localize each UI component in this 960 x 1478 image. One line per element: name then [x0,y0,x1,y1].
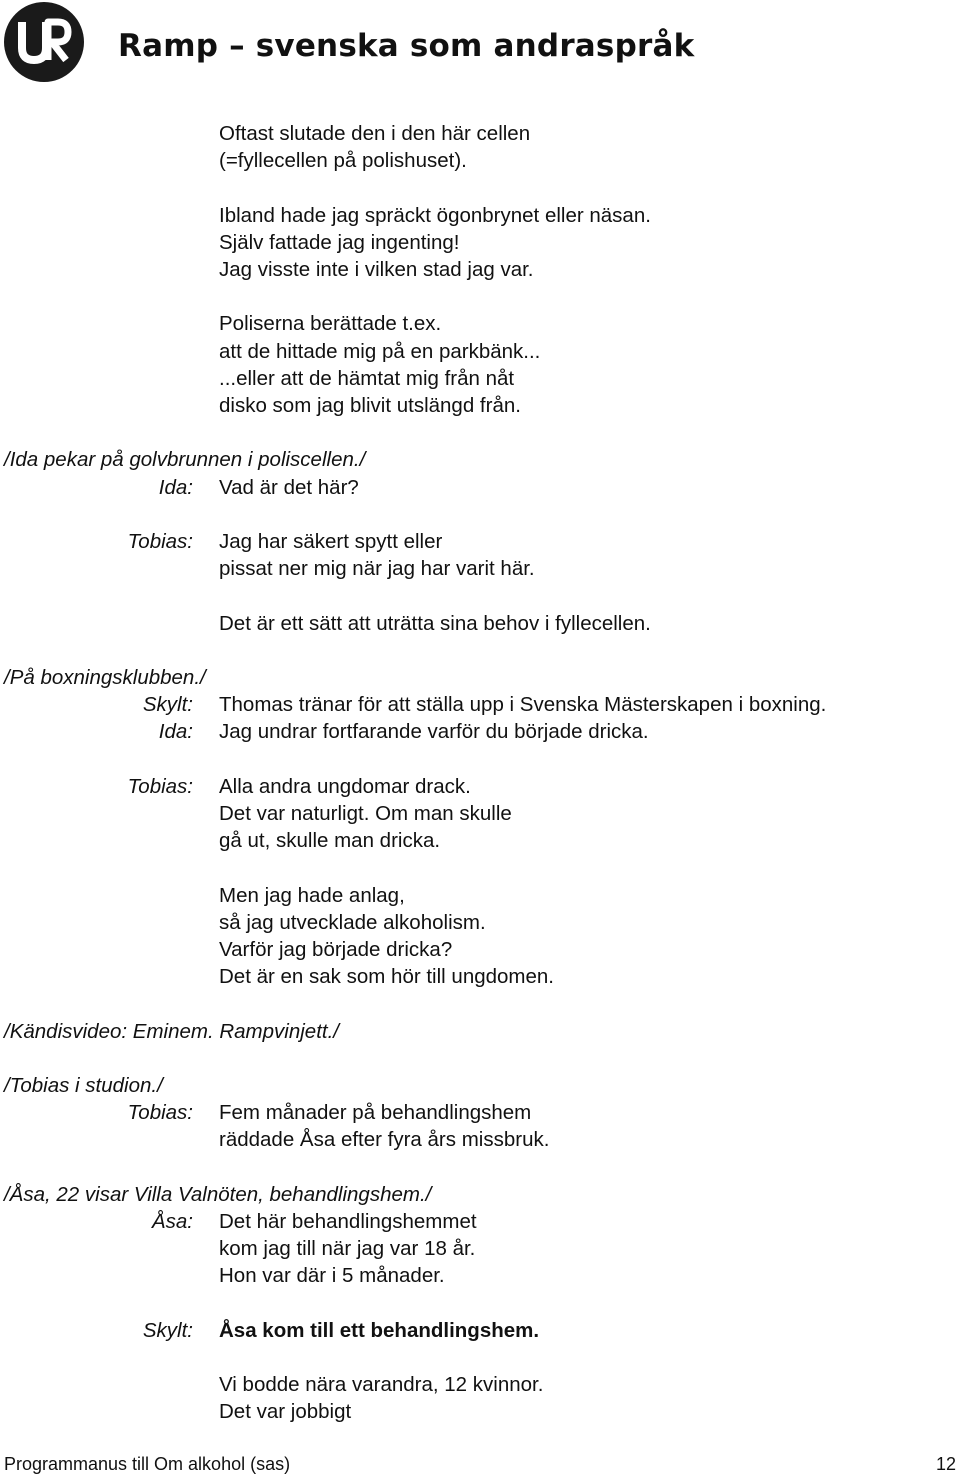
dialogue-line: Det var naturligt. Om man skulle [219,801,512,825]
dialogue-lines [193,310,540,419]
speaker-label [0,1371,193,1425]
dialogue-lines [193,691,826,718]
speaker-label: Ida: [158,475,193,499]
dialogue-line: Åsa kom till ett behandlingshem. [219,1318,540,1342]
continuation-block [0,610,960,637]
speaker-label: Tobias: [127,529,193,553]
dialogue-lines [193,882,554,991]
page-title: Ramp – svenska som andraspråk [118,28,695,64]
speaker-label: Skylt: [142,1318,193,1342]
dialogue-line: kom jag till när jag var 18 år. [219,1237,476,1261]
dialogue-line: Det här behandlingshemmet [219,1209,477,1233]
speaker-label [0,882,193,991]
stage-direction: /Tobias i studion./ [4,1073,163,1097]
continuation-block [0,882,960,991]
speaker-label [0,310,193,419]
dialogue-line: Poliserna berättade t.ex. [219,312,442,336]
dialogue-block [0,474,960,501]
dialogue-lines [193,1208,477,1290]
dialogue-line: Men jag hade anlag, [219,883,405,907]
dialogue-block [0,773,960,855]
dialogue-line: ...eller att de hämtat mig från nåt [219,366,515,390]
continuation-block [0,310,960,419]
dialogue-line: så jag utvecklade alkoholism. [219,910,486,934]
dialogue-lines [193,1371,543,1425]
speaker-label: Tobias: [127,1101,193,1125]
dialogue-line: Thomas tränar för att ställa upp i Svenska Mästerskapen i boxning. [219,693,827,717]
dialogue-line: Fem månader på behandlingshem [219,1101,532,1125]
continuation-block [0,202,960,284]
dialogue-line: disko som jag blivit utslängd från. [219,394,521,417]
dialogue-line: gå ut, skulle man dricka. [219,829,441,853]
dialogue-lines [193,528,535,582]
dialogue-line: Vad är det här? [219,475,359,499]
speaker-label [0,120,193,174]
dialogue-line: att de hittade mig på en parkbänk... [219,339,541,363]
footer-document-title: Programmanus till Om alkohol (sas) [4,1454,291,1474]
dialogue-line: Det är en sak som hör till ungdomen. [219,965,554,989]
dialogue-line: Oftast slutade den i den här cellen [219,122,531,145]
stage-direction: /På boxningsklubben./ [4,665,206,689]
dialogue-line: Det är ett sätt att uträtta sina behov i fyllecellen. [219,611,651,635]
dialogue-lines [193,773,512,855]
dialogue-lines [193,202,651,284]
dialogue-line: Det var jobbigt [219,1400,352,1424]
dialogue-block [0,1208,960,1290]
dialogue-lines [193,718,649,745]
dialogue-line: Vi bodde nära varandra, 12 kvinnor. [219,1373,544,1397]
dialogue-line: Varför jag började dricka? [219,937,453,961]
dialogue-block [0,691,960,718]
speaker-label: Ida: [158,720,193,744]
dialogue-line: Jag har säkert spytt eller [219,529,443,553]
dialogue-block [0,1317,960,1344]
speaker-label [0,202,193,284]
dialogue-line: räddade Åsa efter fyra års missbruk. [219,1128,550,1152]
dialogue-line: Själv fattade jag ingenting! [219,230,460,254]
dialogue-line: pissat ner mig när jag har varit här. [219,557,535,581]
dialogue-lines [193,1317,539,1344]
ur-logo-mark [4,2,84,82]
dialogue-line: (=fyllecellen på polishuset). [219,149,467,173]
dialogue-line: Alla andra ungdomar drack. [219,774,471,798]
dialogue-lines [193,120,530,174]
dialogue-line: Ibland hade jag spräckt ögonbrynet eller näsan. [219,203,651,227]
dialogue-block [0,718,960,745]
continuation-block [0,120,960,174]
dialogue-lines [193,610,651,637]
stage-direction: /Ida pekar på golvbrunnen i poliscellen./ [4,448,366,472]
dialogue-block [0,528,960,582]
stage-direction: /Kändisvideo: Eminem. Rampvinjett./ [4,1019,339,1043]
ur-logo [4,2,84,82]
dialogue-lines [193,1099,549,1153]
dialogue-line: Jag undrar fortfarande varför du började dricka. [219,720,649,744]
dialogue-line: Hon var där i 5 månader. [219,1264,445,1288]
dialogue-lines [193,474,359,501]
speaker-label: Åsa: [151,1209,193,1233]
dialogue-line: Jag visste inte i vilken stad jag var. [219,258,534,281]
dialogue-block [0,1099,960,1153]
stage-direction: /Åsa, 22 visar Villa Valnöten, behandlingshem./ [4,1182,432,1206]
continuation-block [0,1371,960,1425]
speaker-label [0,610,193,637]
manuscript-body [0,120,960,1426]
speaker-label: Skylt: [142,693,193,717]
footer-page-number: 12 [935,1454,956,1474]
speaker-label: Tobias: [127,774,193,798]
